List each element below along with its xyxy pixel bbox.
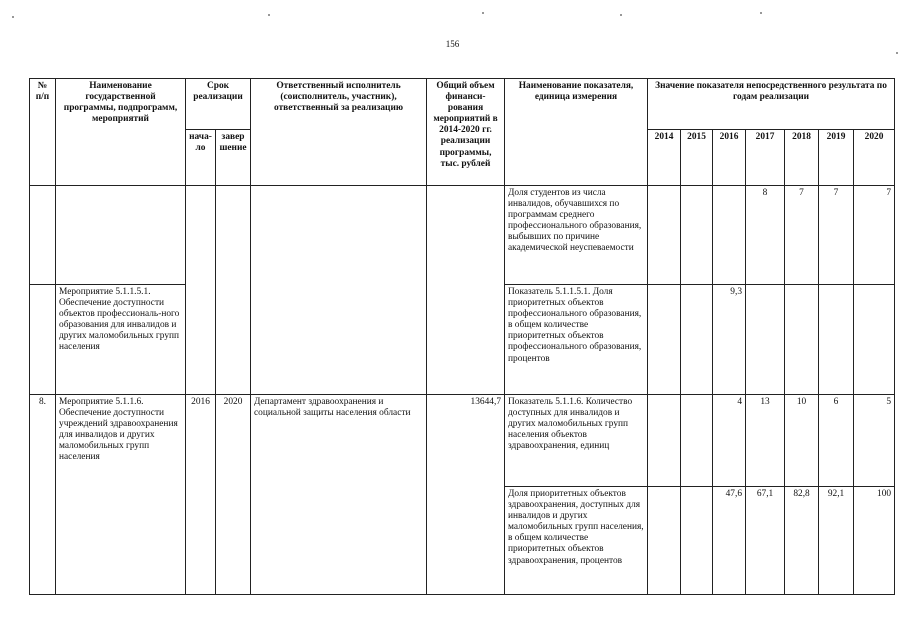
- cell-value: [648, 395, 681, 487]
- cell-name: Мероприятие 5.1.1.6. Обеспечение доступности учреждений здравоохранения для инвалидов и других маломобильных групп населения: [56, 395, 186, 595]
- header-values: Значение показателя непосредственного результата по годам реализации: [648, 79, 895, 130]
- cell-value: 67,1: [746, 487, 785, 595]
- cell-value: 8: [746, 186, 785, 285]
- header-year: 2016: [713, 130, 746, 186]
- table-row: [30, 395, 895, 487]
- cell-value: [648, 487, 681, 595]
- header-year: 2020: [854, 130, 895, 186]
- cell-num: 8.: [30, 395, 56, 595]
- cell-value: [681, 186, 713, 285]
- cell-executor: Департамент здравоохранения и социальной защиты населения области: [251, 395, 427, 595]
- cell-value: 10: [785, 395, 819, 487]
- cell-name: [56, 186, 186, 285]
- cell-value: 7: [785, 186, 819, 285]
- header-year: 2017: [746, 130, 785, 186]
- header-period: Срок реализации: [186, 79, 251, 130]
- cell-value: 13: [746, 395, 785, 487]
- scan-speck: [760, 12, 762, 14]
- cell-value: [681, 285, 713, 395]
- cell-value: 47,6: [713, 487, 746, 595]
- cell-start: 2016: [186, 395, 216, 595]
- header-year: 2018: [785, 130, 819, 186]
- cell-value: [746, 285, 785, 395]
- cell-volume: 13644,7: [427, 395, 505, 595]
- cell-value: 6: [819, 395, 854, 487]
- header-name: Наименование государственной программы, подпрограмм, мероприятий: [56, 79, 186, 186]
- scan-speck: [268, 14, 270, 16]
- header-num: № п/п: [30, 79, 56, 186]
- header-row: [30, 79, 895, 130]
- cell-num: [30, 285, 56, 395]
- program-table: [29, 78, 895, 595]
- header-year: 2015: [681, 130, 713, 186]
- header-end: завер шение: [216, 130, 251, 186]
- cell-volume: [427, 186, 505, 395]
- cell-value: 100: [854, 487, 895, 595]
- cell-value: 82,8: [785, 487, 819, 595]
- page-number: 156: [445, 39, 460, 49]
- cell-start: [186, 186, 216, 395]
- cell-executor: [251, 186, 427, 395]
- header-year: 2014: [648, 130, 681, 186]
- cell-value: 4: [713, 395, 746, 487]
- cell-value: [648, 285, 681, 395]
- header-executor: Ответственный исполнитель (соисполнитель, участник), ответственный за реализацию: [251, 79, 427, 186]
- table-row: [30, 186, 895, 285]
- scan-speck: [12, 16, 14, 18]
- scan-speck: [896, 52, 898, 54]
- cell-indicator: Показатель 5.1.1.6. Количество доступных для инвалидов и других маломобильных групп населения объектов здравоохранения, единиц: [505, 395, 648, 487]
- cell-value: [819, 285, 854, 395]
- cell-end: 2020: [216, 395, 251, 595]
- header-year: 2019: [819, 130, 854, 186]
- cell-end: [216, 186, 251, 395]
- cell-indicator: Показатель 5.1.1.5.1. Доля приоритетных объектов профессионального образования, в общем количестве приоритетных объектов профессионального образования, процентов: [505, 285, 648, 395]
- scan-speck: [620, 14, 622, 16]
- header-start: нача-ло: [186, 130, 216, 186]
- cell-value: [681, 395, 713, 487]
- cell-value: 7: [819, 186, 854, 285]
- cell-name: Мероприятие 5.1.1.5.1. Обеспечение доступности объектов профессиональ-ного образования для инвалидов и других маломобильных групп населения: [56, 285, 186, 395]
- cell-value: [785, 285, 819, 395]
- cell-indicator: Доля приоритетных объектов здравоохранения, доступных для инвалидов и других маломобильных групп населения, в общем количестве приоритетных объектов здравоохранения, процентов: [505, 487, 648, 595]
- cell-value: 92,1: [819, 487, 854, 595]
- cell-indicator: Доля студентов из числа инвалидов, обучавшихся по программам среднего профессионального образования, выбывших по причине академической неуспеваемости: [505, 186, 648, 285]
- cell-num: [30, 186, 56, 285]
- cell-value: [681, 487, 713, 595]
- cell-value: 7: [854, 186, 895, 285]
- header-volume: Общий объем финанси-рования мероприятий в 2014-2020 гг. реализации программы, тыс. рублей: [427, 79, 505, 186]
- cell-value: [854, 285, 895, 395]
- scan-speck: [482, 12, 484, 14]
- cell-value: [713, 186, 746, 285]
- header-indicator: Наименование показателя, единица измерения: [505, 79, 648, 186]
- cell-value: [648, 186, 681, 285]
- cell-value: 5: [854, 395, 895, 487]
- cell-value: 9,3: [713, 285, 746, 395]
